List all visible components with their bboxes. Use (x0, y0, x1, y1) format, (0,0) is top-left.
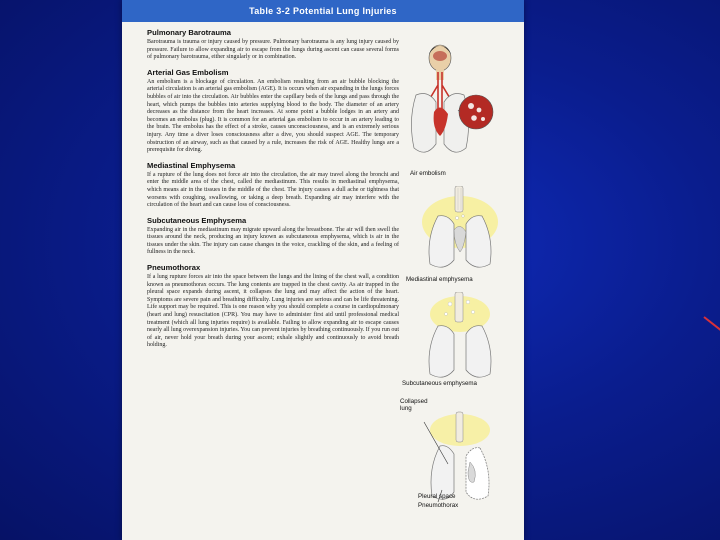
pneumothorax-illustration (398, 398, 522, 508)
caption-pneumothorax: Pneumothorax (418, 502, 459, 509)
section-title: Arterial Gas Embolism (147, 67, 229, 77)
mediastinal-emphysema-illustration (398, 186, 522, 274)
section-pulmonary-barotrauma (147, 28, 399, 62)
section-body: If a rupture of the lung does not force air into the circulation, the air may travel along the bronchi and enter the middle area of the chest, called the mediastinum. This results in mediastinal emphysema, which means air in the tissues in the middle of the chest. The injury causes a dull ache or tightness that worsens with coughing, swallowing, or taking a deep breath. Expanding air may interfere with the circulation of the heart and can cause loss of consciousness. (147, 171, 399, 209)
section-title: Mediastinal Emphysema (147, 160, 236, 170)
section-body: An embolism is a blockage of circulation. An embolism resulting from an air bubble blocking the arterial circulation is an arterial gas embolism (AGE). It is occurs when air expanding in the lungs forces bubbles of air into the circulation. Air bubbles enter the capillary beds of the lungs and pass through the heart, which pumps the bubbles into arteries supplying blood to the body. The diameter of an artery decreases as the distance from the heart increases. At some point a bubble lodges in an artery and becomes an embolus (plug). It is common for an arterial gas embolism to occur in an artery leading to the brain. The embolus has the effect of a stroke, causes unconsciousness, and is an extremely serious injury. Any time a diver loses consciousness after a dive, you should suspect AGE. The temporary obstruction of an airway, such as that caused by a rule, increases the risk of AGE. Healthy lungs are a prerequisite for diving. (147, 78, 399, 154)
section-body: If a lung rupture forces air into the space between the lungs and the lining of the chest wall, a condition known as pneumothorax occurs. The lung contents are trapped in the chest cavity. As air trapped in the pleural space expands during ascent, it collapses the lung and may affect the action of the heart. Symptoms are severe pain and breathing difficulty. Lung injuries are serious and can be life threatening. Life support may be required. This is one reason why you should complete a course in cardiopulmonary (heart and lung) resuscitation (CPR). You may have to administer first aid until professional medical treatment (which all lung injuries require) is available. Failing to allow expanding air to escape causes nearly all lung overexpansion injuries. You can prevent injuries by breathing continuously. If you run out of air, never hold your breath during your ascent; exhale slightly and continuously to avoid breath holding. (147, 274, 399, 349)
caption-collapsed-lung: Collapsed lung (400, 398, 428, 412)
table-title: Table 3-2 Potential Lung Injuries (122, 0, 524, 22)
section-body: Expanding air in the mediastinum may migrate upward along the breastbone. The air will then swell the tissues around the neck, producing an injury known as subcutaneous emphysema, which is air in the tissues under the skin. The injury can cause changes in the voice, crackling of the skin, and a feeling of fullness in the neck. (147, 226, 399, 256)
red-accent-line (703, 316, 720, 331)
caption-pleural-space: Pleural space (418, 493, 456, 500)
subcutaneous-emphysema-illustration (398, 292, 522, 380)
section-title: Pulmonary Barotrauma (147, 28, 231, 37)
section-title: Subcutaneous Emphysema (147, 215, 247, 225)
caption-air-embolism: Air embolism (410, 170, 446, 177)
caption-subcutaneous-emphysema: Subcutaneous emphysema (402, 380, 477, 387)
caption-mediastinal-emphysema: Mediastinal emphysema (406, 276, 473, 283)
section-body: Barotrauma is trauma or injury caused by pressure. Pulmonary barotrauma is any lung injury caused by pressure. Failure to allow expanding air to escape from the lungs during ascent can cause several forms of pulmonary barotrauma, either singularly or in combination. (147, 39, 399, 61)
section-title: Pneumothorax (147, 263, 201, 273)
figure-column (398, 30, 524, 540)
section-arterial-gas-embolism (147, 68, 399, 155)
air-embolism-illustration (398, 40, 522, 175)
textbook-page (122, 0, 524, 540)
text-column (147, 28, 399, 356)
section-mediastinal-emphysema (147, 161, 399, 210)
section-pneumothorax (147, 263, 399, 350)
section-subcutaneous-emphysema (147, 216, 399, 257)
